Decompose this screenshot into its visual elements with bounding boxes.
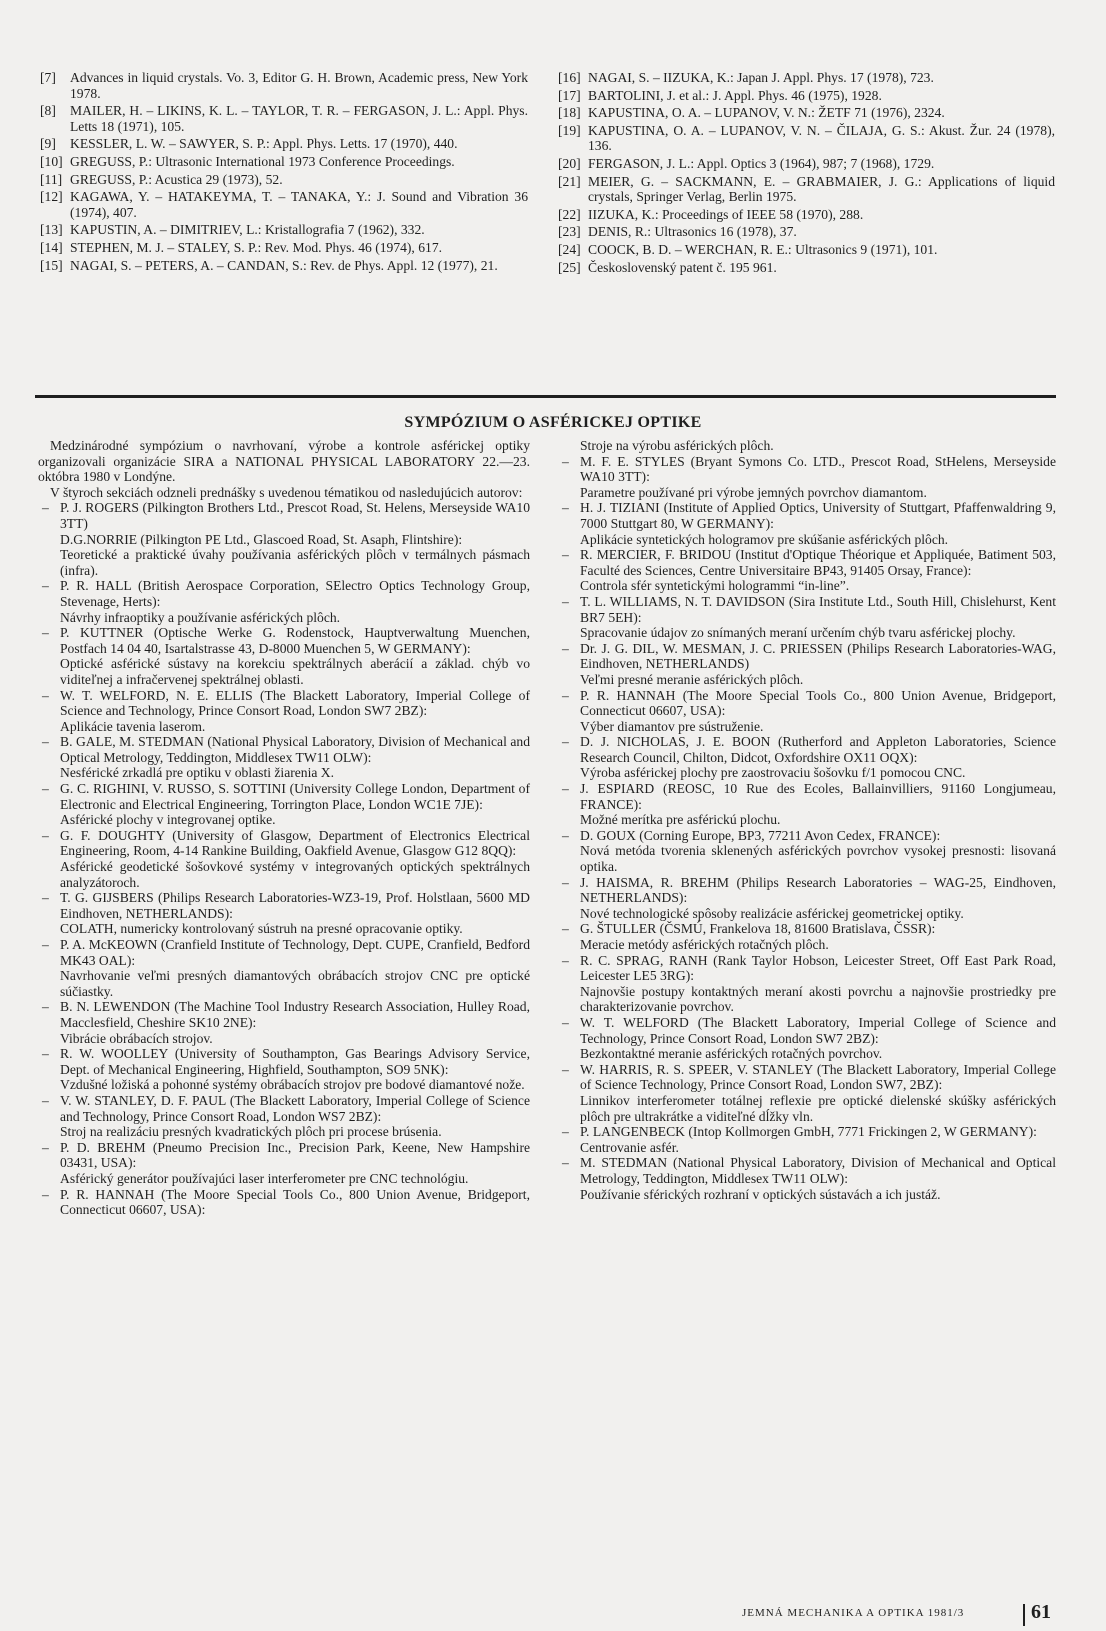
speaker-text: P. R. HANNAH (The Moore Special Tools Co., 800 Union Avenue, Bridgeport, Connecticut 06607, USA): <box>580 687 1056 719</box>
list-dash: – <box>562 734 569 750</box>
reference-item <box>40 103 528 134</box>
reference-number: [22] <box>558 206 581 222</box>
lecture-topic: Veľmi presné meranie asférických plôch. <box>580 671 804 687</box>
speaker-text: R. MERCIER, F. BRIDOU (Institut d'Optique Théorique et Appliquée, Batiment 503, Faculté des Sciences, Centre Universitaire BP43, 91405 Orsay, France): <box>580 547 1056 578</box>
speaker-entry <box>558 500 1056 547</box>
speaker-text: P. D. BREHM (Pneumo Precision Inc., Precision Park, Keene, New Hampshire 03431, USA): <box>60 1139 530 1171</box>
list-dash: – <box>562 1124 569 1140</box>
lecture-topic: Navrhovanie veľmi presných diamantových obrábacích strojov CNC pre optické súčiastky. <box>60 968 530 999</box>
reference-number: [14] <box>40 239 63 255</box>
list-dash: – <box>42 937 49 952</box>
speaker-list <box>558 454 1056 1203</box>
lecture-topic: Výroba asférickej plochy pre zaostrovaciu šošovku f/1 pomocou CNC. <box>580 765 966 781</box>
list-dash: – <box>562 781 569 797</box>
speaker-entry <box>38 625 530 687</box>
speaker-affiliation <box>38 999 530 1030</box>
lecture-topic: Asférické plochy v integrovanej optike. <box>60 812 276 828</box>
speaker-entry <box>558 547 1056 594</box>
speaker-text: P. A. McKEOWN (Cranfield Institute of Technology, Dept. CUPE, Cranfield, Bedford MK43 OAL): <box>60 937 530 968</box>
speaker-entry <box>558 1155 1056 1202</box>
list-dash: – <box>562 640 569 656</box>
speaker-text: G. F. DOUGHTY (University of Glasgow, Department of Electronics Electrical Engineering, Room, 4-14 Rankine Building, Oakfield Avenue, Glasgow G12 8QQ): <box>60 827 530 859</box>
list-dash: – <box>562 1061 569 1077</box>
lecture-topic: Aplikácie tavenia laserom. <box>60 718 206 734</box>
reference-item <box>558 123 1055 154</box>
speaker-entry <box>38 999 530 1046</box>
speaker-affiliation <box>558 641 1056 672</box>
reference-item <box>558 156 1055 172</box>
speaker-entry <box>38 890 530 937</box>
speaker-affiliation <box>558 594 1056 625</box>
lecture-topic: Stroj na realizáciu presných kvadratických plôch pri procese brúsenia. <box>60 1124 442 1140</box>
speaker-text: P. R. HANNAH (The Moore Special Tools Co., 800 Union Avenue, Bridgeport, Connecticut 06607, USA): <box>60 1186 530 1218</box>
speaker-entry <box>38 781 530 828</box>
reference-item <box>558 260 1055 276</box>
speaker-entry <box>558 1124 1056 1155</box>
reference-item <box>40 154 528 170</box>
list-dash: – <box>42 827 49 843</box>
speaker-text: W. HARRIS, R. S. SPEER, V. STANLEY (The Blackett Laboratory, Imperial College of Science Technology, Prince Consort Road, London SW7, 2BZ): <box>580 1061 1056 1093</box>
reference-item <box>40 258 528 274</box>
speaker-affiliation <box>558 953 1056 984</box>
speaker-affiliation <box>38 578 530 609</box>
journal-footer: JEMNÁ MECHANIKA A OPTIKA 1981/3 <box>742 1607 965 1619</box>
speaker-affiliation <box>38 734 530 765</box>
speaker-affiliation <box>558 781 1056 812</box>
reference-number: [8] <box>40 103 56 119</box>
reference-text: KESSLER, L. W. – SAWYER, S. P.: Appl. Phys. Letts. 17 (1970), 440. <box>70 136 458 152</box>
speaker-affiliation <box>558 1015 1056 1046</box>
reference-number: [21] <box>558 173 581 189</box>
references-right-column <box>558 70 1055 277</box>
speaker-affiliation <box>558 875 1056 906</box>
lecture-topic: Nesférické zrkadlá pre optiku v oblasti žiarenia X. <box>60 765 335 781</box>
speaker-entry <box>38 1140 530 1187</box>
speaker-entry <box>558 454 1056 501</box>
reference-number: [11] <box>40 171 63 187</box>
lecture-topic: Nová metóda tvorenia sklenených asférických povrchov vysokej presnosti: lisovaná optika. <box>580 843 1056 875</box>
speaker-entry <box>558 875 1056 922</box>
list-dash: – <box>562 453 569 469</box>
lecture-topic: Linnikov interferometer totálnej reflexie pre optické dielenské skúšky asférických plôch pre ultrakrátke a viditeľné dĺžky vln. <box>580 1092 1056 1124</box>
lecture-topic: Controla sfér syntetickými hologrammi “in-line”. <box>580 578 850 594</box>
intro-paragraph: Medzinárodné sympózium o navrhovaní, výrobe a kontrole asférickej optiky organizovali organizácie SIRA a NATIONAL PHYSICAL LABORATORY 22.—23. októbra 1980 v Londýne. <box>38 438 530 485</box>
reference-item <box>558 242 1055 258</box>
reference-item <box>40 222 528 238</box>
lecture-topic: Aplikácie syntetických hologramov pre skúšanie asférických plôch. <box>580 531 949 547</box>
speaker-text: T. G. GIJSBERS (Philips Research Laboratories-WZ3-19, Prof. Holstlaan, 5600 MD Eindhoven, NETHERLANDS): <box>60 890 530 921</box>
list-dash: – <box>42 687 49 703</box>
lecture-topic: Asférické geodetické šošovkové systémy v integrovaných optických spektrálnych analyzátoroch. <box>60 859 530 890</box>
list-dash: – <box>562 593 569 609</box>
speaker-affiliation <box>558 547 1056 578</box>
reference-text: KAPUSTINA, O. A. – LUPANOV, V. N. – ČILAJA, G. S.: Akust. Žur. 24 (1978), 136. <box>588 122 1055 154</box>
list-dash: – <box>42 500 49 516</box>
speaker-text: R. W. WOOLLEY (University of Southampton, Gas Bearings Advisory Service, Dept. of Mechanical Engineering, Highfield, Southampton, SO9 5NK): <box>60 1046 530 1077</box>
speaker-entry <box>38 500 530 578</box>
lecture-topic: Používanie sférických rozhraní v optických sústavách a ich justáž. <box>580 1186 941 1202</box>
speaker-text: B. GALE, M. STEDMAN (National Physical Laboratory, Division of Mechanical and Optical Metrology, Teddington, Middlesex TW11 OLW): <box>60 734 530 765</box>
speaker-affiliation <box>558 828 1056 844</box>
list-dash: – <box>562 921 569 937</box>
lecture-topic: Asférický generátor používajúci laser interferometer pre CNC technológiu. <box>60 1170 469 1186</box>
list-dash: – <box>562 547 569 563</box>
speaker-text: M. F. E. STYLES (Bryant Symons Co. LTD., Prescot Road, StHelens, Merseyside WA10 3TT): <box>580 453 1056 485</box>
lecture-topic: Nové technologické spôsoby realizácie asférickej geometrickej optiky. <box>580 905 964 921</box>
speaker-text: T. L. WILLIAMS, N. T. DAVIDSON (Sira Institute Ltd., South Hill, Chislehurst, Kent BR7 5EH): <box>580 593 1056 625</box>
list-dash: – <box>562 1014 569 1030</box>
speaker-affiliation <box>558 454 1056 485</box>
reference-item <box>40 70 528 101</box>
speaker-text: G. C. RIGHINI, V. RUSSO, S. SOTTINI (University College London, Department of Electronic and Electrical Engineering, Torrington Place, London WC1E 7JE): <box>60 781 530 812</box>
lecture-topic: Vibrácie obrábacích strojov. <box>60 1030 213 1046</box>
page-number: 61 <box>1031 1601 1051 1623</box>
lecture-topic: Teoretické a praktické úvahy používania asférických plôch v termálnych pásmach (infra). <box>60 547 530 578</box>
speaker-affiliation <box>558 734 1056 765</box>
speaker-affiliation <box>38 890 530 921</box>
speaker-text: D. GOUX (Corning Europe, BP3, 77211 Avon Cedex, FRANCE): <box>580 827 941 843</box>
lecture-topic: Parametre používané pri výrobe jemných povrchov diamantom. <box>580 484 927 500</box>
speaker-affiliation <box>558 500 1056 531</box>
reference-text: NAGAI, S. – PETERS, A. – CANDAN, S.: Rev. de Phys. Appl. 12 (1977), 21. <box>70 257 498 273</box>
list-dash: – <box>42 578 49 594</box>
reference-number: [24] <box>558 241 581 257</box>
reference-item <box>558 207 1055 223</box>
speaker-affiliation <box>38 688 530 719</box>
reference-number: [9] <box>40 136 56 152</box>
list-dash: – <box>42 1139 49 1155</box>
reference-text: Advances in liquid crystals. Vo. 3, Editor G. H. Brown, Academic press, New York 1978. <box>70 70 528 101</box>
speaker-text: W. T. WELFORD (The Blackett Laboratory, Imperial College of Science and Technology, Prince Consort Road, London SW7 2BZ): <box>580 1014 1056 1046</box>
speaker-text: G. ŠTULLER (ČSMÚ, Frankelova 18, 81600 Bratislava, ČSSR): <box>580 921 936 937</box>
reference-text: IIZUKA, K.: Proceedings of IEEE 58 (1970), 288. <box>588 206 864 222</box>
speaker-text: W. T. WELFORD, N. E. ELLIS (The Blackett Laboratory, Imperial College of Science and Technology, Prince Consort Road, London SW7 2BZ): <box>60 687 530 719</box>
speaker-text: J. HAISMA, R. BREHM (Philips Research Laboratories – WAG-25, Eindhoven, NETHERLANDS): <box>580 874 1056 906</box>
list-dash: – <box>42 1046 49 1062</box>
lecture-topic: Bezkontaktné meranie asférických rotačných povrchov. <box>580 1046 883 1062</box>
lecture-topic: COLATH, numericky kontrolovaný sústruh na presné opracovanie optiky. <box>60 921 463 937</box>
speaker-affiliation <box>38 781 530 812</box>
list-dash: – <box>562 1155 569 1171</box>
speaker-entry <box>558 1015 1056 1062</box>
reference-text: NAGAI, S. – IIZUKA, K.: Japan J. Appl. Phys. 17 (1978), 723. <box>588 70 934 85</box>
reference-number: [19] <box>558 122 581 138</box>
reference-text: DENIS, R.: Ultrasonics 16 (1978), 37. <box>588 224 797 240</box>
reference-text: COOCK, B. D. – WERCHAN, R. E.: Ultrasonics 9 (1971), 101. <box>588 241 938 257</box>
list-dash: – <box>562 500 569 516</box>
reference-number: [18] <box>558 105 581 121</box>
lecture-topic: Spracovanie údajov zo snímaných meraní určením chýb tvaru asférickej plochy. <box>580 625 1016 641</box>
speaker-entry <box>558 688 1056 735</box>
list-dash: – <box>562 827 569 843</box>
speaker-entry <box>38 828 530 890</box>
reference-item <box>40 136 528 152</box>
speaker-text: P. KUTTNER (Optische Werke G. Rodenstock, Hauptverwaltung Muenchen, Postfach 14 04 40, Isartalstrasse 43, D-8000 Muenchen 5, W GERMANY): <box>60 625 530 656</box>
reference-text: MAILER, H. – LIKINS, K. L. – TAYLOR, T. R. – FERGASON, J. L.: Appl. Phys. Letts 18 (1971), 105. <box>70 103 528 134</box>
lecture-topic: Centrovanie asfér. <box>580 1139 679 1155</box>
speaker-affiliation <box>38 937 530 968</box>
speaker-text: J. ESPIARD (REOSC, 10 Rue des Ecoles, Ballainvilliers, 91160 Longjumeau, FRANCE): <box>580 781 1056 812</box>
speaker-affiliation <box>558 1062 1056 1093</box>
reference-text: KAPUSTIN, A. – DIMITRIEV, L.: Kristallografia 7 (1962), 332. <box>70 222 425 238</box>
speaker-affiliation <box>558 921 1056 937</box>
speaker-entry <box>38 734 530 781</box>
speaker-text: Dr. J. G. DIL, W. MESMAN, J. C. PRIESSEN (Philips Research Laboratories-WAG, Eindhoven, NETHERLANDS) <box>580 640 1056 672</box>
list-dash: – <box>42 999 49 1015</box>
speaker-entry <box>38 578 530 625</box>
speaker-affiliation <box>38 1046 530 1077</box>
speaker-affiliation <box>38 625 530 656</box>
speaker-affiliation <box>38 1187 530 1218</box>
reference-text: BARTOLINI, J. et al.: J. Appl. Phys. 46 (1975), 1928. <box>588 87 882 103</box>
topic-continuation: Stroje na výrobu asférických plôch. <box>580 438 774 453</box>
speaker-affiliation <box>38 1093 530 1124</box>
speaker-entry <box>38 1187 530 1218</box>
speaker-affiliation <box>38 500 530 531</box>
speaker-entry <box>38 1046 530 1093</box>
list-dash: – <box>42 1092 49 1108</box>
speaker-entry <box>558 641 1056 688</box>
speaker-text: B. N. LEWENDON (The Machine Tool Industry Research Association, Hulley Road, Macclesfield, Cheshire SK10 2NE): <box>60 999 530 1030</box>
section-divider <box>35 395 1056 398</box>
lecture-topic: Vzdušné ložiská a pohonné systémy obrábacích strojov pre bodové diamantové nože. <box>60 1077 525 1093</box>
speaker-text: P. J. ROGERS (Pilkington Brothers Ltd., Prescot Road, St. Helens, Merseyside WA10 3TT) <box>60 500 530 531</box>
reference-number: [25] <box>558 259 581 275</box>
list-dash: – <box>42 625 49 641</box>
speaker-text: P. LANGENBECK (Intop Kollmorgen GmbH, 7771 Frickingen 2, W GERMANY): <box>580 1124 1037 1140</box>
speaker-affiliation <box>38 1140 530 1171</box>
list-dash: – <box>42 781 49 797</box>
speaker-text: P. R. HALL (British Aerospace Corporation, SElectro Optics Technology Group, Stevenage, Herts): <box>60 578 530 609</box>
list-dash: – <box>562 687 569 703</box>
lecture-topic: Najnovšie postupy kontaktných meraní akosti povrchu a najnovšie prostriedky pre charakterizovanie povrchov. <box>580 983 1056 1015</box>
co-speaker-affiliation: D.G.NORRIE (Pilkington PE Ltd., Glascoed Road, St. Asaph, Flintshire): <box>60 531 463 547</box>
article-right-column <box>558 438 1056 1202</box>
lecture-topic: Možné merítka pre asférickú plochu. <box>580 812 781 828</box>
article-title: SYMPÓZIUM O ASFÉRICKEJ OPTIKE <box>404 414 702 431</box>
speaker-affiliation <box>38 828 530 859</box>
speaker-affiliation <box>558 688 1056 719</box>
speaker-text: H. J. TIZIANI (Institute of Applied Optics, University of Stuttgart, Pfaffenwaldring 9, 7000 Stuttgart 80, W GERMANY): <box>580 500 1056 531</box>
lecture-topic: Výber diamantov pre sústruženie. <box>580 718 764 734</box>
list-dash: – <box>562 874 569 890</box>
reference-item <box>558 105 1055 121</box>
speaker-text: D. J. NICHOLAS, J. E. BOON (Rutherford and Appleton Laboratories, Science Research Council, Chilton, Didcot, Oxfordshire OX11 OQX): <box>580 734 1056 765</box>
reference-item <box>40 189 528 220</box>
reference-number: [15] <box>40 257 63 273</box>
list-dash: – <box>42 734 49 750</box>
footer-divider <box>1023 1604 1025 1626</box>
references-left-column <box>40 70 528 275</box>
reference-number: [17] <box>558 87 581 103</box>
speaker-entry <box>558 1062 1056 1124</box>
speaker-affiliation <box>558 1124 1056 1140</box>
reference-text: GREGUSS, P.: Ultrasonic International 1973 Conference Proceedings. <box>70 153 455 169</box>
speaker-text: M. STEDMAN (National Physical Laboratory, Division of Mechanical and Optical Metrology, Teddington, Middlesex TW11 OLW): <box>580 1155 1056 1186</box>
reference-text: MEIER, G. – SACKMANN, E. – GRABMAIER, J. G.: Applications of liquid crystals, Springer Verlag, Berlin 1975. <box>588 173 1055 205</box>
lecture-topic: Meracie metódy asférických rotačných plôch. <box>580 937 829 952</box>
lecture-topic: Návrhy infraoptiky a používanie asférických plôch. <box>60 609 341 625</box>
speaker-entry <box>558 828 1056 875</box>
reference-number: [12] <box>40 189 63 205</box>
reference-text: Československý patent č. 195 961. <box>588 259 777 275</box>
speaker-entry <box>38 688 530 735</box>
list-dash: – <box>562 952 569 968</box>
reference-item <box>558 88 1055 104</box>
reference-number: [10] <box>40 153 63 169</box>
speaker-entry <box>558 953 1056 1015</box>
list-dash: – <box>42 1186 49 1202</box>
reference-text: KAPUSTINA, O. A. – LUPANOV, V. N.: ŽETF 71 (1976), 2324. <box>588 105 945 121</box>
reference-item <box>558 174 1055 205</box>
speaker-entry <box>558 734 1056 781</box>
speaker-entry <box>558 781 1056 828</box>
speaker-text: R. C. SPRAG, RANH (Rank Taylor Hobson, Leicester Street, Off East Park Road, Leicester LE5 3RG): <box>580 952 1056 984</box>
article-left-column <box>38 438 530 1218</box>
speaker-entry <box>38 1093 530 1140</box>
speaker-entry <box>558 921 1056 952</box>
reference-number: [7] <box>40 70 56 85</box>
intro-paragraph: V štyroch sekciách odzneli prednášky s uvedenou tématikou od nasledujúcich autorov: <box>50 484 523 500</box>
reference-item <box>558 224 1055 240</box>
reference-text: KAGAWA, Y. – HATAKEYMA, T. – TANAKA, Y.: J. Sound and Vibration 36 (1974), 407. <box>70 189 528 220</box>
reference-number: [20] <box>558 155 581 171</box>
reference-text: GREGUSS, P.: Acustica 29 (1973), 52. <box>70 171 283 187</box>
speaker-entry <box>558 594 1056 641</box>
lecture-topic: Optické asférické sústavy na korekciu spektrálnych aberácií a základ. chýb vo viditeľnej a infračervenej spektrálnej oblasti. <box>60 656 530 687</box>
speaker-text: V. W. STANLEY, D. F. PAUL (The Blackett Laboratory, Imperial College of Science and Technology, Prince Consort Road, London WS7 2BZ): <box>60 1092 530 1124</box>
reference-text: STEPHEN, M. J. – STALEY, S. P.: Rev. Mod. Phys. 46 (1974), 617. <box>70 239 443 255</box>
reference-number: [23] <box>558 224 581 240</box>
reference-item <box>40 172 528 188</box>
list-dash: – <box>42 890 49 906</box>
speaker-affiliation <box>558 1155 1056 1186</box>
reference-item <box>558 70 1055 86</box>
reference-text: FERGASON, J. L.: Appl. Optics 3 (1964), 987; 7 (1968), 1729. <box>588 155 935 171</box>
speaker-entry <box>38 937 530 999</box>
speaker-list <box>38 500 530 1217</box>
reference-item <box>40 240 528 256</box>
reference-number: [16] <box>558 70 581 85</box>
reference-number: [13] <box>40 222 63 238</box>
